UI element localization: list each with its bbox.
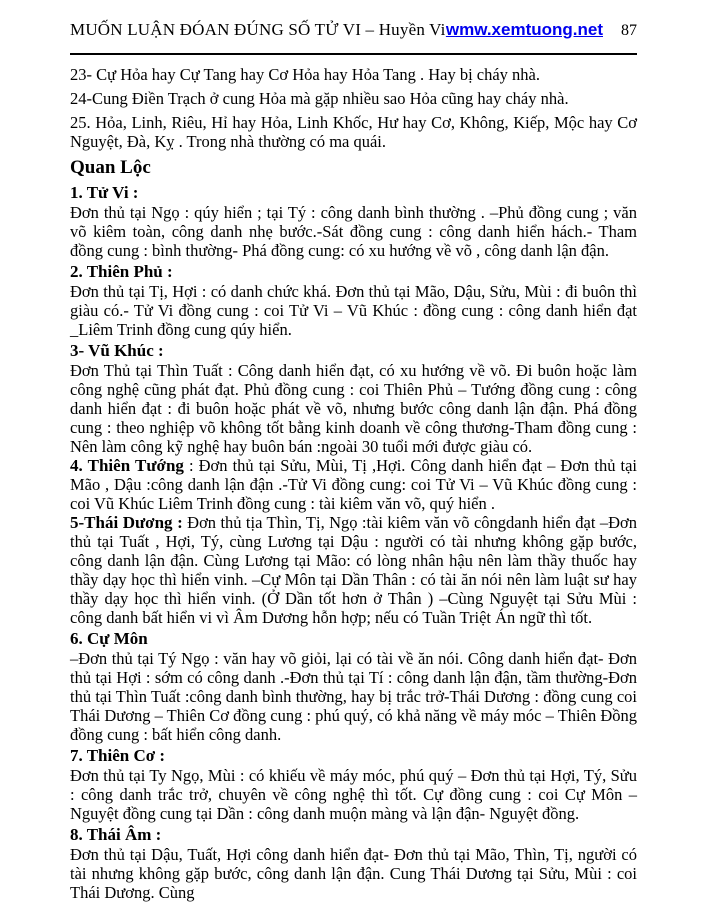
intro-item: 23- Cự Hỏa hay Cự Tang hay Cơ Hỏa hay Hỏa Tang . Hay bị cháy nhà. [70,65,541,84]
page-header [70,20,637,41]
entry-heading: 5-Thái Dương : [70,513,183,532]
entry-text: Đơn thủ tại Ngọ : qúy hiển ; tại Tý : công danh bình thường . –Phủ đồng cung ; văn võ kiêm toàn, công danh nhẹ bước.-Sát đồng cung : công danh hiển hách.- Tham đồng cung : bình thường- Phá đồng cung: có xu hướng về võ , công danh lận đận. [70,203,637,260]
header-title: MUỐN LUẬN ĐÓAN ĐÚNG SỐ TỬ VI – Huyền Vi [70,20,446,39]
entry-heading: 3- Vũ Khúc : [70,341,164,360]
entry-inline [70,513,637,627]
entry-text: Đơn Thủ tại Thìn Tuất : Công danh hiển đạt, có xu hướng về võ. Đi buôn hoặc làm công nghệ cũng phát đạt. Phủ đồng cung : coi Thiên Phủ – Tướng đồng cung : công danh hiển đạt : đi buôn hoặc phát về võ, nhưng bước công danh lận đận. Phá đồng cung : theo nghiệp võ không tốt bằng kinh doanh về công thương-Tham đồng cung : Nên làm công kỹ nghệ hay buôn bán :ngoài 30 tuổi mới được giàu có. [70,361,637,456]
entry-heading: 6. Cự Môn [70,629,148,648]
intro-item: 25. Hỏa, Linh, Riêu, Hỉ hay Hỏa, Linh Khốc, Hư hay Cơ, Không, Kiếp, Mộc hay Cơ Nguyệt, Đà, Kỵ . Trong nhà thường có ma quái. [70,113,637,151]
entry-text: Đơn thủ tại Dậu, Tuất, Hợi công danh hiển đạt- Đơn thủ tại Mão, Thìn, Tị, người có tài nhưng không gặp bước, công danh lận đận. Cung Thái Dương tại Sửu, Mùi : coi Thái Dương. Cùng [70,845,637,902]
header-rule [70,53,637,55]
entry-heading: 2. Thiên Phủ : [70,262,173,281]
entry-heading: 8. Thái Âm : [70,825,162,844]
entries-list [70,182,637,902]
entry-inline [70,456,637,513]
intro-item: 24-Cung Điền Trạch ở cung Hỏa mà gặp nhiều sao Hỏa cũng hay cháy nhà. [70,89,569,108]
entry-text: Đơn thủ tại Tị, Hợi : có danh chức khá. Đơn thủ tại Mão, Dậu, Sửu, Mùi : đi buôn thì giàu có.- Tử Vi đồng cung : coi Tử Vi – Vũ Khúc : đồng cung : công danh hiển đạt _Liêm Trinh đồng cung qúy hiển. [70,282,637,339]
entry-text: Đơn thủ tịa Thìn, Tị, Ngọ :tài kiêm văn võ côngdanh hiển đạt –Đơn thủ tại Tuất , Hợi, Tý, cùng Lương tại Dậu : người có tài nhưng không gặp bước, công danh lận đận. Cùng Lương tại Mão: có lòng nhân hậu nên làm thầy thuốc hay thầy dạy học thì hiển vinh. –Cự Môn tại Dần Thân : có tài ăn nói nên làm luật sư hay thầy dạy học thì hiển vinh. (Ở Dần tốt hơn ở Thân ) –Cùng Nguyệt tại Sửu Mùi : công danh bất hiển vi vì Âm Dương hỗn hợp; nếu có Tuần Triệt Án ngữ thì tốt. [70,513,638,627]
page-number: 87 [621,22,637,39]
entry-heading: 7. Thiên Cơ : [70,746,166,765]
page-content [70,65,637,902]
entry-heading: 4. Thiên Tướng [70,456,184,475]
intro-paragraphs [70,65,637,151]
entry-heading: 1. Tử Vi : [70,183,139,202]
section-title: Quan Lộc [70,157,151,178]
entry-text: : Đơn thủ tại Sửu, Mùi, Tị ,Hợi. Công danh hiển đạt – Đơn thủ tại Mão , Dậu :công danh lận đận .-Tử Vi đồng cung: coi Tử Vi – Vũ Khúc đồng cung : coi Vũ Khúc Liêm Trinh đồng cung : tài kiêm văn võ, quý hiển . [70,456,637,513]
header-right [446,20,637,41]
entry-text: –Đơn thủ tại Tý Ngọ : văn hay võ giỏi, lại có tài về ăn nói. Công danh hiển đạt- Đơn thủ tại Hợi : sớm có công danh .-Đơn thủ tại Tí : công danh lận đận, tầm thường-Đơn thủ tại Thìn Tuất :công danh bình thường, hay bị trắc trở-Thái Dương : đồng cung coi Thái Dương – Thiên Cơ đồng cung : phú quý, có khả năng về máy móc – Thiên Đồng đồng cung : bất hiển công danh. [70,649,637,744]
website-link[interactable]: wmw.xemtuong.net [445,20,603,39]
entry-text: Đơn thủ tại Ty Ngọ, Mùi : có khiếu về máy móc, phú quý – Đơn thủ tại Hợi, Tý, Sửu : công danh trắc trở, chuyên về công nghệ thì tốt. Cự đồng cung : coi Cự Môn –Nguyệt đồng cung tại Dần : công danh muộn màng và lận đận- Nguyệt đồng. [70,766,637,823]
